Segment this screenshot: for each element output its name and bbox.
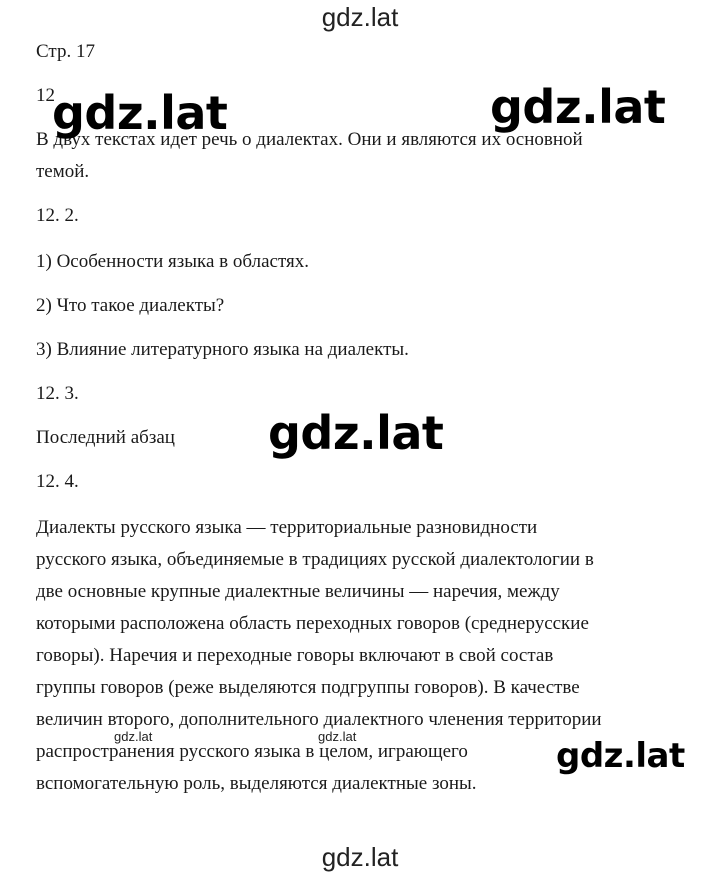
site-header-text: gdz.lat (321, 2, 399, 32)
watermark-small: gdz.lat (114, 729, 153, 744)
watermark: gdz.lat (52, 86, 228, 140)
watermark: gdz.lat (490, 80, 666, 134)
site-footer-text: gdz.lat (321, 842, 399, 872)
answer-line: две основные крупные диалектные величины — наречия, между (36, 581, 560, 602)
page-reference: Стр. 17 (36, 41, 95, 62)
answer-line: говоры). Наречия и переходные говоры включают в свой состав (36, 645, 554, 666)
task-12-4-number: 12. 4. (36, 471, 79, 492)
answer-line: вспомогательную роль, выделяются диалектные зоны. (36, 773, 477, 794)
watermark: gdz.lat (556, 736, 685, 776)
answer-line: распространения русского языка в целом, играющего (36, 741, 468, 762)
task-12-number: 12 (36, 85, 55, 106)
answer-line: величин второго, дополнительного диалектного членения территории (36, 709, 602, 730)
task-12-2-number: 12. 2. (36, 205, 79, 226)
task-12-3-answer: Последний абзац (36, 427, 175, 448)
plan-item-1: 1) Особенности языка в областях. (36, 251, 309, 272)
task-12-3-number: 12. 3. (36, 383, 79, 404)
answer-line: группы говоров (реже выделяются подгруппы говоров). В качестве (36, 677, 580, 698)
plan-item-3: 3) Влияние литературного языка на диалекты. (36, 339, 409, 360)
answer-line: В двух текстах идет речь о диалектах. Они и являются их основной (36, 129, 583, 150)
plan-item-2: 2) Что такое диалекты? (36, 295, 225, 316)
answer-line: темой. (36, 161, 90, 182)
watermark-small: gdz.lat (318, 729, 357, 744)
watermark: gdz.lat (268, 406, 444, 460)
answer-line: Диалекты русского языка — территориальные разновидности (36, 517, 538, 538)
answer-line: которыми расположена область переходных говоров (среднерусские (36, 613, 589, 634)
answer-line: русского языка, объединяемые в традициях русской диалектологии в (36, 549, 594, 570)
